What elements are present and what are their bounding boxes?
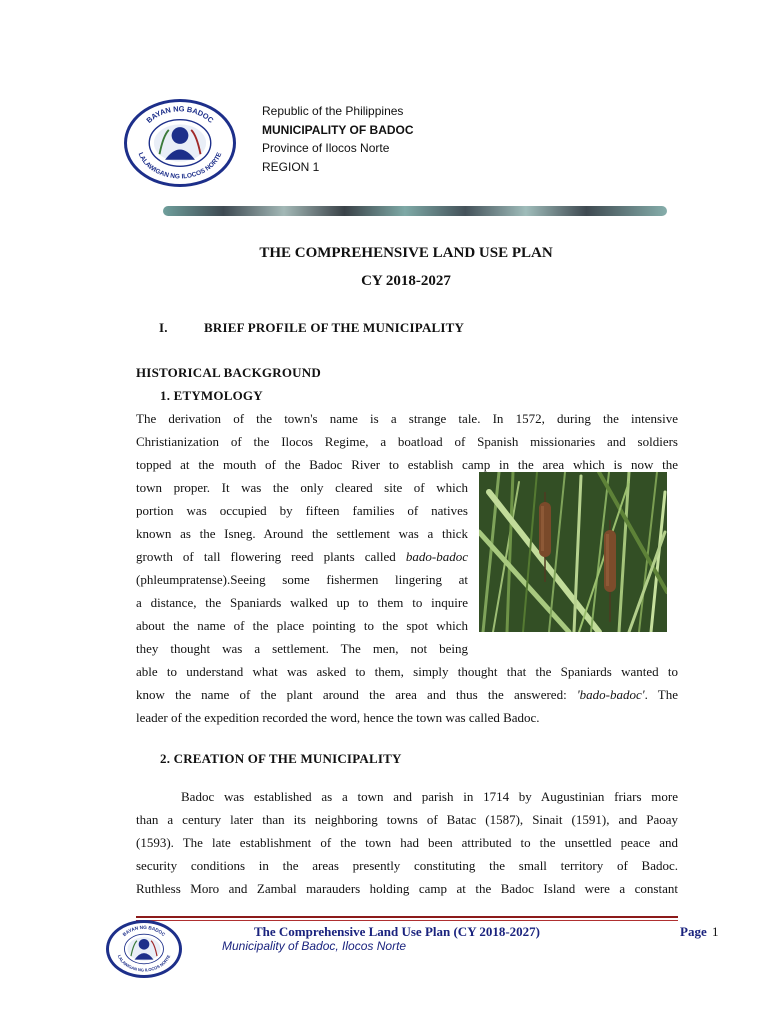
paragraph-line: a distance, the Spaniards walked up to them to inquire [136,595,468,610]
paragraph-line: town proper. It was the only cleared site of which [136,480,468,495]
letterhead-region: REGION 1 [262,159,320,174]
seal-top-text: BAYAN NG BADOC [122,925,166,939]
paragraph-line: (phleumpratense).Seeing some fishermen lingering at [136,572,468,587]
paragraph-line: known as the Isneg. Around the settlement was a thick [136,526,468,541]
reed-plant-photo [479,472,667,632]
seal-emblem-icon [109,923,179,975]
plant-name-term: bado-badoc [405,549,468,564]
historical-heading: HISTORICAL BACKGROUND [136,365,321,380]
seal-bottom-text: LALAWIGAN NG ILOCOS NORTE [116,954,172,973]
paragraph-line: able to understand what was asked to them, simply thought that the Spaniards wanted to [136,664,678,679]
document-period: CY 2018-2027 [361,273,451,289]
paragraph-line: Ruthless Moro and Zambal marauders holding camp at the Badoc Island were a constant [136,881,678,896]
footer-page-label: Page [680,924,707,939]
answer-text: know the name of the plant around the area and thus the answered: [136,687,567,702]
paragraph-line: portion was occupied by fifteen families of natives [136,503,468,518]
footer-rule [136,916,678,918]
paragraph-line [136,683,678,706]
seal-top-text: BAYAN NG BADOC [144,104,216,125]
paragraph-line: than a century later than its neighboring towns of Batac (1587), Sinait (1591), and Paoay [136,812,678,827]
etymology-heading: 1. ETYMOLOGY [160,388,263,403]
header-divider [163,206,667,216]
growth-text: growth of tall flowering reed plants called [136,549,406,564]
paragraph-line [136,545,468,568]
footer-title: The Comprehensive Land Use Plan (CY 2018-2027) [254,924,541,939]
footer-seal-logo [106,920,182,978]
paragraph-line: security conditions in the areas presently constituting the small territory of Badoc. [136,858,678,873]
letterhead-province: Province of Ilocos Norte [262,141,390,155]
footer-rule-thin [136,920,678,921]
letterhead-republic: Republic of the Philippines [262,104,404,118]
paragraph-line: about the name of the place pointing to the spot which [136,618,468,633]
letterhead-municipality: MUNICIPALITY OF BADOC [262,122,414,137]
footer-municipality: Municipality of Badoc, Ilocos Norte [222,939,407,953]
answer-tail: . The [644,687,678,702]
paragraph-line: Badoc was established as a town and parish in 1714 by Augustinian friars more [181,789,678,804]
seal-bottom-text: LALAWIGAN NG ILOCOS NORTE [136,151,224,181]
section-heading: BRIEF PROFILE OF THE MUNICIPALITY [204,320,465,335]
paragraph-line: Christianization of the Ilocos Regime, a boatload of Spanish missionaries and soldiers [136,434,678,449]
footer-page-number: 1 [712,924,719,939]
letterhead [262,102,414,176]
answer-term: 'bado-badoc' [576,687,645,702]
creation-heading: 2. CREATION OF THE MUNICIPALITY [160,751,402,766]
seal-emblem-icon [127,102,233,184]
municipal-seal-logo [124,99,236,187]
paragraph-line: leader of the expedition recorded the word, hence the town was called Badoc. [136,710,540,725]
paragraph-line: (1593). The late establishment of the town had been attributed to the unsettled peace and [136,835,678,850]
paragraph-line: they thought was a settlement. The men, not being [136,641,468,656]
paragraph-line: topped at the mouth of the Badoc River to establish camp in the area which is now the [136,457,678,472]
section-number: I. [159,320,168,335]
paragraph-line: The derivation of the town's name is a strange tale. In 1572, during the intensive [136,411,678,426]
document-title: THE COMPREHENSIVE LAND USE PLAN [259,245,553,261]
